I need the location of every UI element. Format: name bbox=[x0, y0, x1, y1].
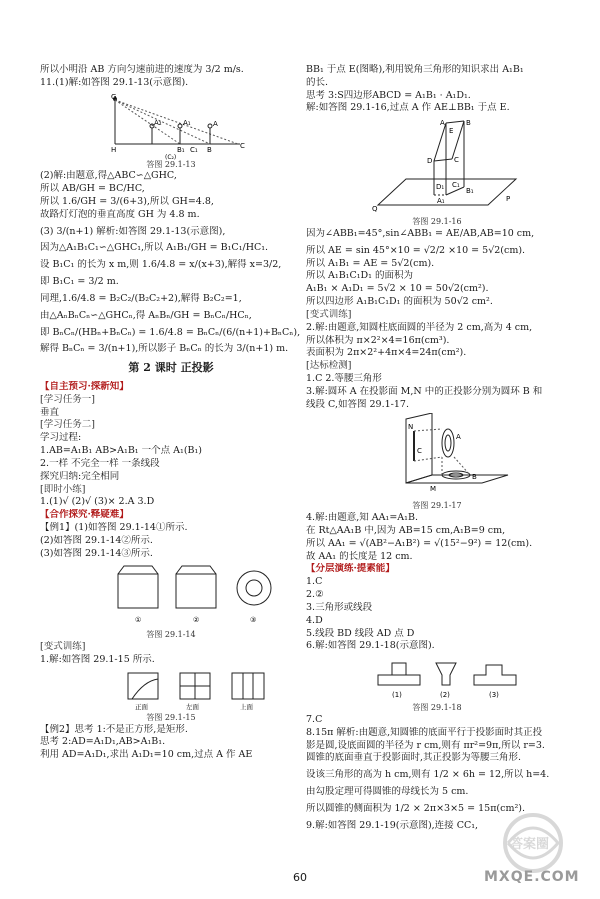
text-line: (3)如答图 29.1-14③所示. bbox=[40, 547, 153, 559]
figure-caption: 答图 29.1-18 bbox=[412, 703, 462, 713]
text-line: 2.一样 不完全一样 一条线段 bbox=[40, 457, 160, 469]
figure-label: D bbox=[427, 157, 433, 166]
figure-label: B bbox=[466, 119, 471, 128]
figure-label: A bbox=[440, 119, 445, 128]
figure-label: 上面 bbox=[240, 702, 253, 711]
text-line: 1.C bbox=[306, 576, 323, 588]
figure-29-1-17 bbox=[306, 413, 568, 499]
text-line: 因为△A₁B₁C₁∽△GHC₁,所以 A₁B₁/GH = B₁C₁/HC₁. bbox=[40, 242, 269, 254]
three-views-diagram bbox=[40, 669, 302, 711]
text-line: 解:如答图 29.1-16,过点 A 作 AE⊥BB₁ 于点 E. bbox=[306, 102, 510, 114]
text-line: (2)解:由题意,得△ABC∽△GHC, bbox=[40, 170, 177, 182]
figure-label: C₁ bbox=[190, 145, 198, 154]
figure-caption: 答图 29.1-14 bbox=[146, 630, 196, 640]
text-line: 圆锥的底面垂直于投影面时,其正投影为等腰三角形. bbox=[306, 752, 522, 764]
figure-label: B₁ bbox=[466, 187, 474, 196]
figure-label: A bbox=[213, 119, 218, 128]
figure-label: ② bbox=[193, 616, 200, 625]
text-line: (2)如答图 29.1-14②所示. bbox=[40, 534, 153, 546]
text-line: 线段 C,如答图 29.1-17. bbox=[306, 398, 409, 410]
subheading: [即时小练] bbox=[40, 483, 86, 495]
section-heading: 【自主预习·探新知】 bbox=[40, 381, 129, 393]
text-line: 2.② bbox=[306, 589, 324, 601]
text-line: 所以 A₁B₁C₁D₁ 的面积为 bbox=[306, 270, 414, 282]
projection-outlines-diagram bbox=[306, 655, 568, 701]
text-line: 2.解:由题意,知圆柱底面圆的半径为 2 cm,高为 4 cm, bbox=[306, 321, 533, 333]
section-heading: 【分层演练·提素能】 bbox=[306, 563, 395, 575]
subheading: [变式训练] bbox=[40, 641, 86, 653]
text-line: 思考 2:AD=A₁D₁,AB>A₁B₁. bbox=[40, 736, 166, 748]
text-line: A₁B₁ × A₁D₁ = 5√2 × 10 = 50√2(cm²). bbox=[306, 283, 489, 295]
figure-29-1-18 bbox=[306, 655, 568, 701]
text-line: 设 B₁C₁ 的长为 x m,则 1.6/4.8 = x/(x+3),解得 x=3/2, bbox=[40, 259, 282, 271]
figure-label: D₁ bbox=[436, 183, 445, 192]
text-line: 影是圆,设底面圆的半径为 r cm,则有 πr²=9π,所以 r=3. bbox=[306, 739, 545, 751]
text-line: 6.解:如答图 29.1-18(示意图). bbox=[306, 640, 435, 652]
subheading: [变式训练] bbox=[306, 308, 352, 320]
text-line: 学习过程: bbox=[40, 432, 82, 444]
page-number: 60 bbox=[293, 871, 307, 884]
figure-label: E bbox=[449, 127, 454, 136]
text-line: 8.15π 解析:由题意,知圆锥的底面平行于投影面时其正投 bbox=[306, 726, 543, 738]
text-line: 【例1】(1)如答图 29.1-14①所示. bbox=[40, 521, 188, 533]
svg-text:答案圈: 答案圈 bbox=[510, 837, 550, 852]
figure-label: ③ bbox=[250, 616, 257, 625]
projection-shapes-diagram bbox=[40, 562, 302, 628]
figure-label: P bbox=[506, 195, 511, 204]
figure-caption: 答图 29.1-15 bbox=[146, 712, 196, 722]
text-line: 所以体积为 π×2²×4=16π(cm³). bbox=[306, 334, 450, 346]
text-line: 3.三角形或线段 bbox=[306, 601, 373, 613]
text-line: 表面积为 2π×2²+4π×4=24π(cm²). bbox=[306, 347, 467, 359]
figure-label: C bbox=[417, 447, 422, 456]
section-heading: 【合作探究·释疑难】 bbox=[40, 509, 129, 521]
watermark-text: MXQE.COM bbox=[484, 869, 580, 885]
figure-label: 左面 bbox=[186, 702, 199, 711]
figure-caption: 答图 29.1-13 bbox=[146, 159, 196, 169]
text-line: 所以 1.6/GH = 3/(6+3),所以 GH=4.8, bbox=[40, 196, 214, 208]
figure-label: (1) bbox=[392, 691, 402, 700]
text-line: 解得 BₙCₙ = 3/(n+1),所以影子 BₙCₙ 的长为 3/(n+1) m. bbox=[40, 343, 289, 355]
subheading: [学习任务一] bbox=[40, 393, 95, 405]
figure-caption: 答图 29.1-16 bbox=[412, 217, 462, 227]
text-line: 【例2】思考 1:不是正方形,是矩形. bbox=[40, 723, 188, 735]
figure-label: A₁ bbox=[183, 118, 191, 127]
text-line: 5.线段 BD 线段 AD 点 D bbox=[306, 627, 415, 639]
text-line: 故路灯灯泡的垂直高度 GH 为 4.8 m. bbox=[40, 208, 200, 220]
text-line: 4.解:由题意,知 AA₁=A₁B. bbox=[306, 512, 418, 524]
section-title: 第 2 课时 正投影 bbox=[128, 361, 214, 375]
text-line: 故 AA₁ 的长度是 12 cm. bbox=[306, 550, 413, 562]
text-line: 所以小明沿 AB 方向匀速前进的速度为 3/2 m/s. bbox=[40, 64, 244, 75]
rectangle-projection-diagram bbox=[306, 117, 568, 215]
figure-label: A₂ bbox=[154, 118, 162, 127]
figure-label: B₁ bbox=[177, 145, 185, 154]
figure-label: B bbox=[207, 145, 212, 154]
text-line: 利用 AD=A₁D₁,求出 A₁D₁=10 cm,过点 A 作 AE bbox=[40, 749, 253, 761]
text-line: 垂直 bbox=[40, 406, 60, 418]
text-line: 的长. bbox=[306, 76, 329, 88]
text-line: 11.(1)解:如答图 29.1-13(示意图). bbox=[40, 76, 189, 88]
text-line: (3) 3/(n+1) 解析:如答图 29.1-13(示意图), bbox=[40, 225, 226, 237]
subheading: [达标检测] bbox=[306, 360, 352, 372]
ring-projection-diagram bbox=[306, 413, 568, 499]
subheading: [学习任务二] bbox=[40, 419, 95, 431]
left-column bbox=[40, 64, 302, 762]
figure-29-1-13 bbox=[40, 92, 302, 162]
figure-label: Q bbox=[372, 205, 378, 214]
text-line: 即 B₁C₁ = 3/2 m. bbox=[40, 276, 119, 288]
figure-label: C bbox=[240, 141, 245, 150]
figure-label: A bbox=[456, 433, 461, 442]
text-line: 所以 A₁B₁ = AE = 5√2(cm). bbox=[306, 257, 435, 269]
figure-label: H bbox=[111, 145, 117, 154]
text-line: 1.AB=A₁B₁ AB>A₁B₁ 一个点 A₁(B₁) bbox=[40, 445, 203, 457]
text-line: 4.D bbox=[306, 614, 323, 626]
figure-29-1-16 bbox=[306, 117, 568, 215]
figure-label: ① bbox=[135, 616, 142, 625]
text-line: 同理,1.6/4.8 = B₂C₂/(B₂C₂+2),解得 B₂C₂=1, bbox=[40, 292, 242, 304]
text-line: 在 Rt△AA₁B 中,因为 AB=15 cm,A₁B=9 cm, bbox=[306, 525, 506, 537]
text-line: 即 BₙCₙ/(HBₙ+BₙCₙ) = 1.6/4.8 = BₙCₙ/(6/(n+1)+BₙCₙ), bbox=[40, 326, 301, 338]
figure-label: 正面 bbox=[135, 702, 148, 711]
text-line: 1.C 2.等腰三角形 bbox=[306, 372, 382, 384]
figure-29-1-14 bbox=[40, 562, 302, 628]
right-column bbox=[306, 64, 568, 832]
text-line: 1.(1)√ (2)√ (3)× 2.A 3.D bbox=[40, 496, 155, 508]
text-line: 所以 AE = sin 45°×10 = √2/2 ×10 = 5√2(cm). bbox=[306, 244, 526, 256]
text-line: 所以 AB/GH = BC/HC, bbox=[40, 183, 145, 195]
figure-label: M bbox=[430, 485, 437, 494]
figure-label: A₁ bbox=[437, 197, 445, 206]
text-line: 1.解:如答图 29.1-15 所示. bbox=[40, 654, 155, 665]
text-line: 所以圆锥的侧面积为 1/2 × 2π×3×5 = 15π(cm²). bbox=[306, 802, 526, 814]
light-shadow-diagram bbox=[40, 92, 302, 162]
text-line: 3.解:圆环 A 在投影面 M,N 中的正投影分别为圆环 B 和 bbox=[306, 385, 543, 397]
figure-label: (C₂) bbox=[165, 153, 177, 161]
figure-label: G bbox=[111, 92, 117, 101]
text-line: 9.解:如答图 29.1-19(示意图),连接 CC₁, bbox=[306, 819, 479, 831]
text-line: 探究归纳:完全相同 bbox=[40, 470, 120, 482]
figure-29-1-15 bbox=[40, 669, 302, 711]
text-line: BB₁ 于点 E(图略),利用锐角三角形的知识求出 A₁B₁ bbox=[306, 64, 524, 75]
text-line: 7.C bbox=[306, 713, 323, 725]
text-line: 由△AₙBₙCₙ∽△GHCₙ,得 AₙBₙ/GH = BₙCₙ/HCₙ, bbox=[40, 309, 252, 321]
figure-label: B bbox=[472, 473, 477, 482]
figure-label: N bbox=[408, 423, 414, 432]
figure-label: (3) bbox=[489, 691, 499, 700]
text-line: 思考 3:S四边形ABCD = A₁B₁ · A₁D₁. bbox=[306, 89, 471, 101]
figure-caption: 答图 29.1-17 bbox=[412, 501, 462, 511]
text-line: 由勾股定理可得圆锥的母线长为 5 cm. bbox=[306, 786, 469, 798]
text-line: 所以四边形 A₁B₁C₁D₁ 的面积为 50√2 cm². bbox=[306, 296, 493, 308]
figure-label: C bbox=[454, 156, 459, 165]
figure-label: C₁ bbox=[452, 181, 460, 190]
text-line: 所以 AA₁ = √(AB²−A₁B²) = √(15²−9²) = 12(cm). bbox=[306, 537, 533, 549]
text-line: 因为∠ABB₁=45°,sin∠ABB₁ = AE/AB,AB=10 cm, bbox=[306, 228, 535, 240]
figure-label: (2) bbox=[440, 691, 450, 700]
text-line: 设该三角形的高为 h cm,则有 1/2 × 6h = 12,所以 h=4. bbox=[306, 769, 550, 781]
